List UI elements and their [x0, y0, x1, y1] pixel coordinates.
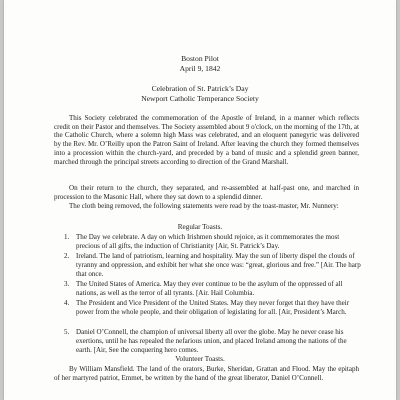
toast-number: 4. [64, 299, 70, 307]
toast-number: 5. [64, 328, 70, 336]
regular-toasts-heading: Regular Toasts. [177, 223, 223, 231]
toast-text: Daniel O’Connell, the champion of universal liberty all over the globe. May he never cease his exertions, until he has repealed the nefarious union, and placed Ireland among the nations of the earth. [Air, See the conquering hero comes. [76, 328, 347, 354]
toast-text: The Day we celebrate. A day on which Irishmen should rejoice, as it commemorates the most precious of all gifts, the induction of Christianity [Air, St. Patrick’s Day. [76, 233, 340, 250]
toast-item [64, 252, 364, 278]
body-paragraph: The cloth being removed, the following statements were read by the toast-master, Mr. Nunnery: [69, 202, 339, 210]
toast-text: Ireland. The land of patriotism, learning and hospitality. May the sun of liberty dispel the clouds of tyranny and oppression, and exhibit her what she once was: “great, glorious and free.” [Air. The harp that once. [76, 252, 361, 278]
toast-number: 3. [64, 280, 70, 288]
volunteer-toasts-heading: Volunteer Toasts. [175, 355, 225, 363]
toast-item [64, 280, 364, 298]
toast-item [64, 299, 364, 317]
toast-item [64, 233, 364, 251]
body-paragraph: On their return to the church, they separated, and re-assembled at half-past one, and marched in procession to the Masonic Hall, where they sat down to a splendid dinner. [54, 184, 359, 201]
newspaper-name: Boston Pilot [181, 54, 219, 63]
article-subtitle: Newport Catholic Temperance Society [141, 94, 259, 103]
toast-item [64, 328, 364, 354]
article-date: April 9, 1842 [179, 64, 221, 73]
toast-number: 2. [64, 252, 70, 260]
body-paragraph: This Society celebrated the commemoration of the Apostle of Ireland, in a manner which reflects credit on their Pastor and themselves. The Society assembled about 9 o'clock, on the morning of the 17th, at the Catholic Church, where a solemn high Mass was celebrated, and an eloquent panegyric was delivered by the Rev. Mr. O’Reilly upon the Patron Saint of Ireland. After leaving the church they formed themselves into a procession within the church-yard, and preceded by a band of music and a splendid green banner, marched through the principal streets according to direction of the Grand Marshall. [54, 114, 359, 166]
volunteer-toast: By William Mansfield. The land of the orators, Burke, Sheridan, Grattan and Flood. May the epitaph of her martyred patriot, Emmet, be written by the hand of the great liberator, Daniel O’Connell. [54, 365, 359, 382]
document-page [4, 0, 396, 400]
toast-text: The President and Vice President of the United States. May they never forget that they have their power from the whole people, and their obligation of legislating for all. [Air, President’s March. [76, 299, 350, 316]
toast-text: The United States of America. May they ever continue to be the asylum of the oppressed of all nations, as well as the terror of all tyrants. [Air. Hail Columbia. [76, 280, 343, 297]
toast-number: 1. [64, 233, 70, 241]
article-title: Celebration of St. Patrick’s Day [151, 84, 249, 93]
